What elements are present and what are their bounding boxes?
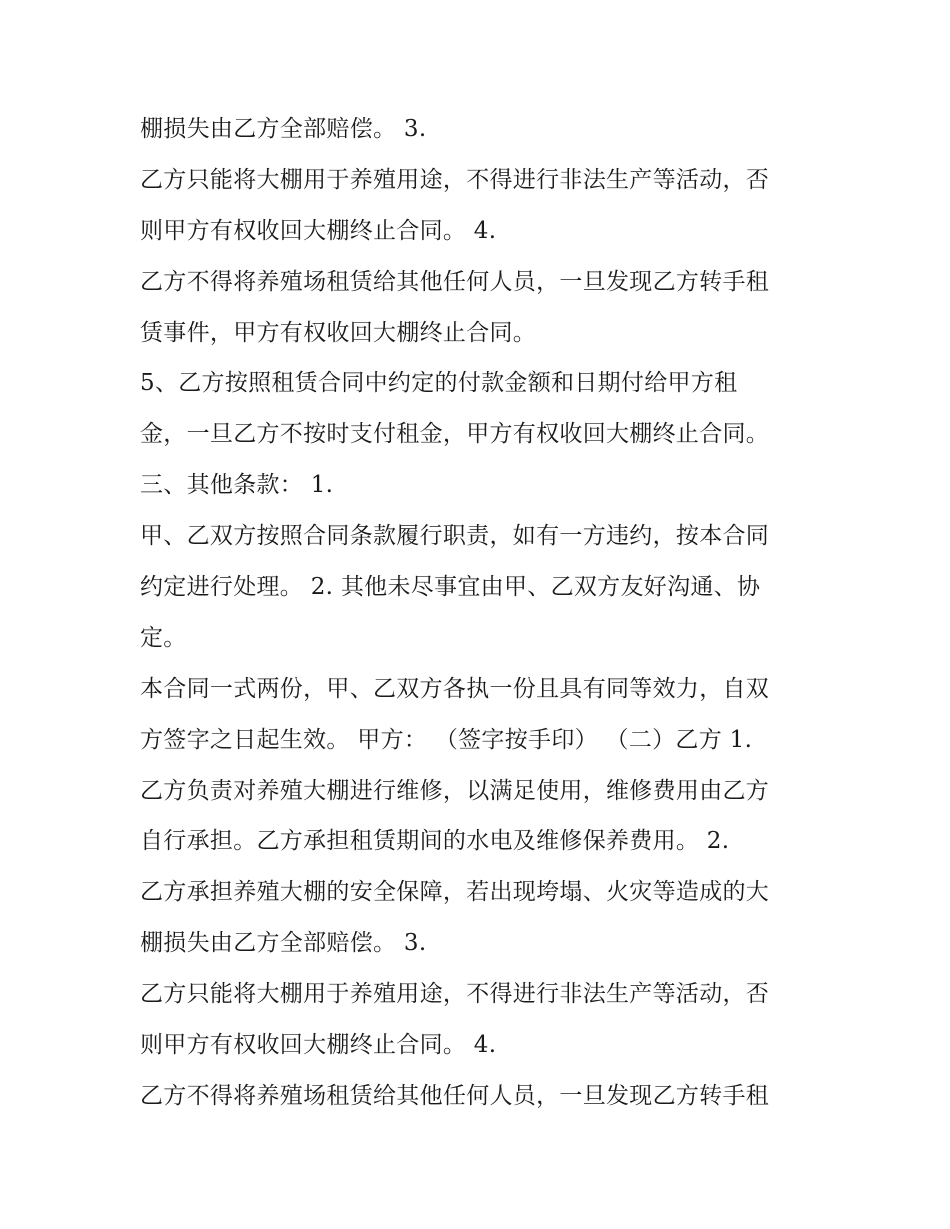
text-line: 棚损失由乙方全部赔偿。 3.: [140, 116, 427, 142]
text-line: 乙方不得将养殖场租赁给其他任何人员，一旦发现乙方转手租: [140, 268, 770, 295]
text-line: 甲、乙双方按照合同条款履行职责，如有一方违约，按本合同: [140, 523, 770, 550]
text-line: 乙方承担养殖大棚的安全保障，若出现垮塌、火灾等造成的大: [140, 879, 770, 906]
text-line: 定。: [140, 624, 187, 651]
section-heading: 三、其他条款： 1.: [140, 472, 334, 499]
text-line: 棚损失由乙方全部赔偿。 3.: [140, 930, 427, 957]
text-line: 赁事件，甲方有权收回大棚终止合同。: [140, 319, 537, 346]
text-line: 约定进行处理。 2. 其他未尽事宜由甲、乙双方友好沟通、协: [140, 574, 761, 601]
text-line: 则甲方有权收回大棚终止合同。 4.: [140, 1032, 497, 1059]
text-line: 乙方负责对养殖大棚进行维修，以满足使用，维修费用由乙方: [140, 777, 770, 804]
text-line: 方签字之日起生效。 甲方： （签字按手印） （二）乙方 1.: [140, 726, 753, 753]
text-line: 则甲方有权收回大棚终止合同。 4.: [140, 217, 497, 244]
text-line: 乙方只能将大棚用于养殖用途，不得进行非法生产等活动，否: [140, 166, 770, 193]
text-line: 金，一旦乙方不按时支付租金，甲方有权收回大棚终止合同。: [140, 421, 770, 448]
text-line: 乙方只能将大棚用于养殖用途，不得进行非法生产等活动，否: [140, 981, 770, 1008]
text-line: 自行承担。乙方承担租赁期间的水电及维修保养费用。 2.: [140, 828, 730, 855]
text-line: 乙方不得将养殖场租赁给其他任何人员，一旦发现乙方转手租: [140, 1082, 770, 1109]
document-body: [140, 104, 830, 1122]
text-line: 5、乙方按照租赁合同中约定的付款金额和日期付给甲方租: [140, 370, 738, 397]
text-line: 本合同一式两份，甲、乙双方各执一份且具有同等效力，自双: [140, 675, 770, 702]
